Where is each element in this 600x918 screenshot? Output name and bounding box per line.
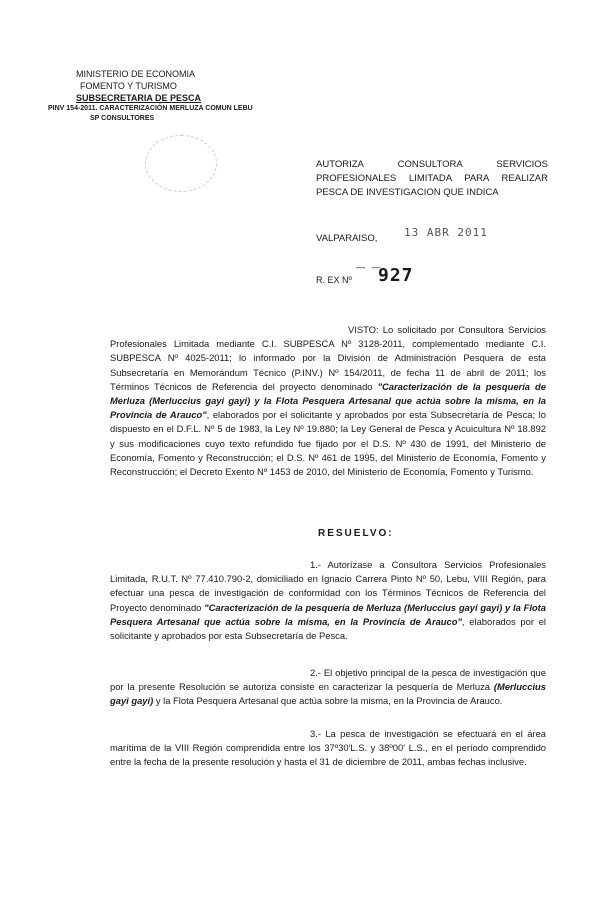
visto-paragraph: [110, 323, 546, 479]
letterhead: [48, 68, 258, 124]
visto-text-1: VISTO: Lo solicitado por Consultora Servicios Profesionales Limitada mediante C.I. SUBPESCA Nº 3128-2011, complementado mediante C.I. SUBPESCA Nº 4025-2011; lo informado por la División de Administración Pesquera de esta Subsecretaría en Memorándum Técnico (P.INV.) Nº 154/2011, de fecha 11 de abril de 2011; los Términos Técnicos de Referencia del proyecto denominado: [110, 324, 546, 392]
date-stamp: 13 ABR 2011: [404, 226, 488, 239]
resolution-item-3: 3.- La pesca de investigación se efectuará en el área marítima de la VIII Región comprendida entre los 37º30'L.S. y 38º00' L.S., en el período comprendido entre la fecha de la presente resolución y hasta el 31 de diciembre de 2011, ambas fechas inclusive.: [110, 728, 546, 768]
rex-label: R. EX Nº: [316, 275, 352, 285]
res1-project-title: "Caracterización de la pesquería de Merluza (Merluccius gayi gayi) y la Flota Pesquera Artesanal que actúa sobre la misma, en la Provincia de Arauco": [110, 601, 546, 627]
ministry-name: MINISTERIO DE ECONOMIA: [76, 69, 196, 79]
consultora-line: SP CONSULTORES: [90, 115, 155, 122]
rex-number: 927: [378, 265, 414, 286]
res2-text-a: 2.- El objetivo principal de la pesca de investigación que por la presente Resolución se autoriza consiste en caracterizar la pesquería de Merluza: [110, 667, 546, 693]
res2-text-c: y la Flota Pesquera Artesanal que actúa sobre la misma, en la Provincia de Arauco.: [153, 695, 503, 707]
res2-species: (Merluccius gayi gayi): [110, 681, 546, 707]
resuelvo-heading: RESUELVO:: [318, 528, 394, 539]
subsecretaria-name: SUBSECRETARIA DE PESCA: [76, 93, 202, 103]
subject-heading: AUTORIZA CONSULTORA SERVICIOS PROFESIONALES LIMITADA PARA REALIZAR PESCA DE INVESTIGACION QUE INDICA: [316, 159, 548, 198]
project-title: "Caracterización de la pesquería de Merluza (Merluccius gayi gayi) y la Flota Pesquera Artesanal que actúa sobre la misma, en la Provincia de Arauco": [110, 380, 546, 421]
ministry-name-2: FOMENTO Y TURISMO: [80, 81, 177, 91]
place-label: VALPARAISO,: [316, 233, 378, 244]
rex-dashes: — —: [356, 262, 383, 272]
res1-text-a: 1.- Autorízase a Consultora Servicios Profesionales Limitada, R.U.T. Nº 77.410.790-2, domiciliado en Ignacio Carrera Pinto Nº 50, Lebu, VIII Región, para efectuar una pesca de investigación de conformidad con los Términos Técnicos de Referencia del Proyecto denominado: [110, 559, 546, 613]
visto-text-2: , elaborados por el solicitante y aprobados por esta Subsecretaría de Pesca; lo dispuesto en el D.F.L. Nº 5 de 1983, la Ley Nº 19.880; la Ley General de Pesca y Acuicultura Nº 18.892 y sus modificaciones cuyo texto refundido fue fijado por el D.S. Nº 430 de 1991, del Ministerio de Economía, Fomento y Reconstrucción; el D.S. Nº 461 de 1995, del Ministerio de Economía, Fomento y Reconstrucción; el Decreto Exento Nº 1453 de 2010, del Ministerio de Economía, Fomento y Turismo.: [110, 409, 546, 478]
res1-text-c: , elaborados por el solicitante y aprobados por esta Subsecretaría de Pesca.: [110, 615, 547, 642]
stamp-seal-icon: [145, 135, 217, 192]
reference-line: PINV 154-2011. CARACTERIZACIÓN MERLUZA COMUN LEBU: [48, 105, 253, 112]
resolution-item-1: [110, 558, 546, 643]
resolution-item-2: [110, 666, 546, 709]
